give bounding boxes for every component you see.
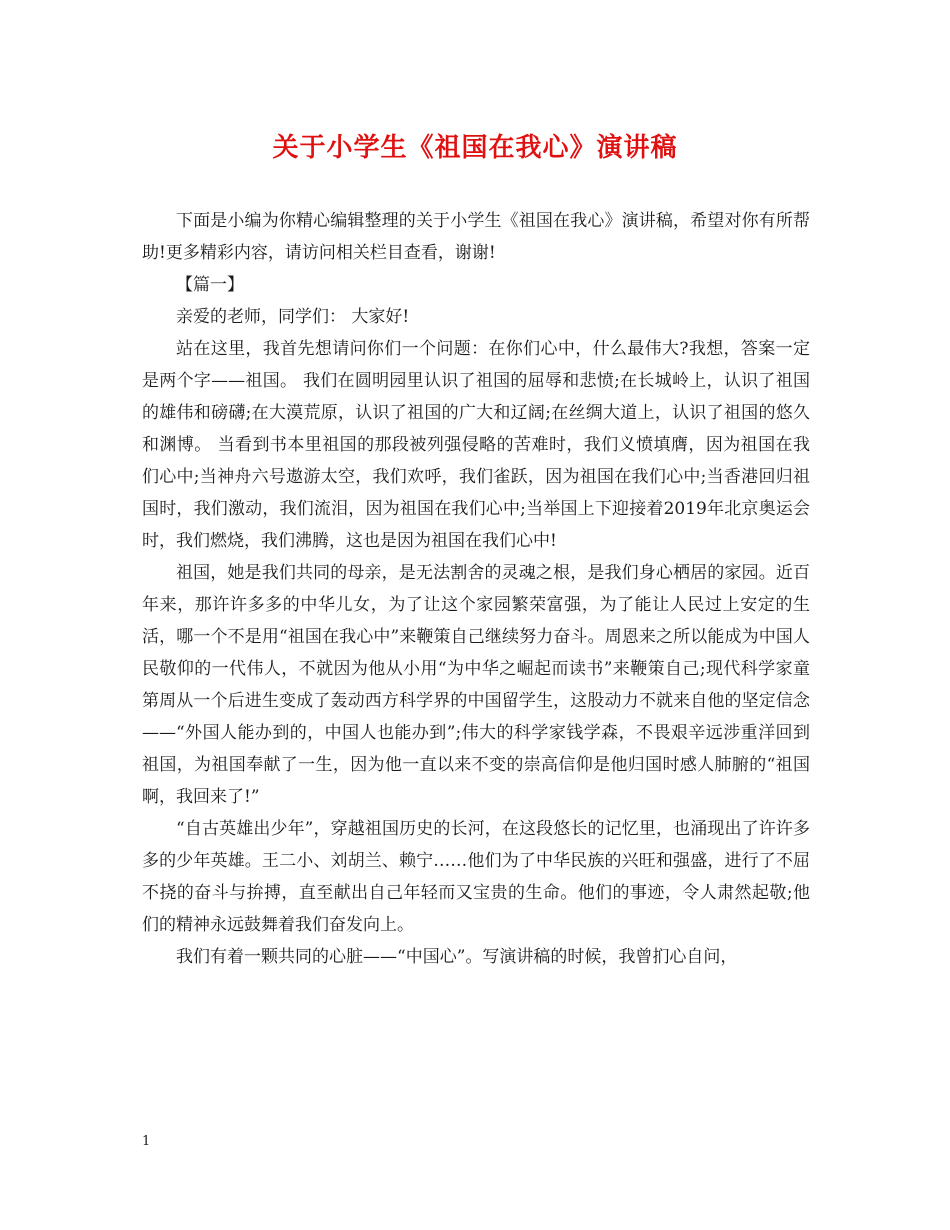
body-paragraph: 我们有着一颗共同的心脏——“中国心”。写演讲稿的时候，我曾扪心自问，	[176, 947, 738, 967]
section-heading: 【篇一】	[176, 275, 244, 295]
body-paragraph: 祖国，她是我们共同的母亲，是无法割舍的灵魂之根，是我们身心栖居的家园。近百年来，那许许多多的中华儿女，为了让这个家园繁荣富强，为了能让人民过上安定的生活，哪一个不是用“祖国在我心中”来鞭策自己继续努力奋斗。周恩来之所以能成为中国人民敬仰的一代伟人，不就因为他从小用“为中华之崛起而读书”来鞭策自己;现代科学家童第周从一个后进生变成了轰动西方科学界的中国留学生，这股动力不就来自他的坚定信念——“外国人能办到的，中国人也能办到”;伟大的科学家钱学森，不畏艰辛远涉重洋回到祖国，为祖国奉献了一生，因为他一直以来不变的崇高信仰是他归国时感人肺腑的“祖国啊，我回来了!”	[142, 563, 810, 807]
body-paragraph: “自古英雄出少年”，穿越祖国历史的长河，在这段悠长的记忆里，也涌现出了许许多多的少年英雄。王二小、刘胡兰、赖宁……他们为了中华民族的兴旺和强盛，进行了不屈不挠的奋斗与拚搏，直至献出自己年轻而又宝贵的生命。他们的事迹，令人肃然起敬;他们的精神永远鼓舞着我们奋发向上。	[142, 819, 810, 935]
page-number: 1	[142, 1134, 151, 1149]
body-paragraph: 站在这里，我首先想请问你们一个问题：在你们心中，什么最伟大?我想，答案一定是两个字——祖国。 我们在圆明园里认识了祖国的屈辱和悲愤;在长城岭上，认识了祖国的雄伟和磅礴;在大漠荒原，认识了祖国的广大和辽阔;在丝绸大道上，认识了祖国的悠久和渊博。 当看到书本里祖国的那段被列强侵略的苦难时，我们义愤填膺，因为祖国在我们心中;当神舟六号遨游太空，我们欢呼，我们雀跃，因为祖国在我们心中;当香港回归祖国时，我们激动，我们流泪，因为祖国在我们心中;当举国上下迎接着2019年北京奥运会时，我们燃烧，我们沸腾，这也是因为祖国在我们心中!	[142, 339, 810, 551]
greeting-paragraph: 亲爱的老师，同学们： 大家好!	[176, 307, 410, 327]
document-title: 关于小学生《祖国在我心》演讲稿	[272, 133, 678, 163]
intro-paragraph: 下面是小编为你精心编辑整理的关于小学生《祖国在我心》演讲稿，希望对你有所帮助!更多精彩内容，请访问相关栏目查看，谢谢!	[142, 211, 810, 263]
document-body	[142, 205, 810, 973]
